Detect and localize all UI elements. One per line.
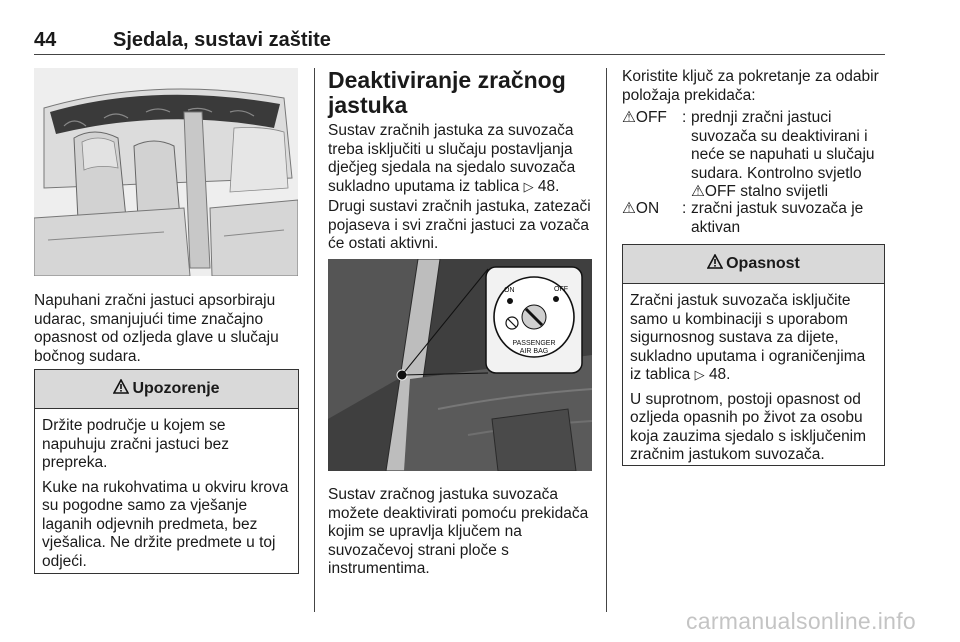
definition-on-text: zračni jastuk suvozača je aktivan [691, 200, 864, 236]
switch-off-label: OFF [554, 286, 568, 293]
definition-on: ⚠︎ON : zračni jastuk suvozača je aktivan [622, 200, 886, 240]
warning-title: Upozorenje [132, 380, 220, 397]
watermark: carmanualsonline.info [685, 608, 916, 634]
table-reference[interactable]: 48. [537, 177, 560, 195]
header-rule [34, 54, 885, 55]
danger-title: Opasnost [726, 255, 800, 272]
airbag-switch-illustration [328, 259, 592, 471]
danger-box [622, 244, 885, 466]
deactivate-paragraph: Sustav zračnih jastuka za suvozača treba isključiti u slučaju postavljanja dječjeg sjedala na sjedalo suvozača sukladno uputama iz tablica ▷ 48. [328, 122, 576, 195]
page-ref-icon: ▷ [523, 178, 534, 194]
switch-passenger-label: PASSENGER [512, 340, 556, 347]
curtain-airbag-illustration [34, 68, 298, 276]
airbag-off-icon: ⚠︎ [691, 183, 705, 200]
page-ref-icon: ▷ [694, 367, 705, 382]
warning-triangle-icon [707, 254, 723, 274]
danger-paragraph-1: Zračni jastuk suvozača isključite samo u kombinaciji s uporabom sigurnosnog sustava za dijete, sukladno uputama i ograničenjima iz tablica ▷ 48. [630, 292, 866, 383]
definition-on-term: ON [635, 200, 660, 217]
airbag-on-icon: ⚠︎ [622, 200, 636, 217]
warning-box [34, 369, 299, 574]
definition-off-term: OFF [635, 109, 667, 126]
column-divider-right [606, 68, 607, 612]
other-systems-paragraph: Drugi sustavi zračnih jastuka, zatezači pojaseva i svi zračni jastuci za vozača će ostati aktivni. [328, 198, 591, 252]
page-number: 44 [34, 29, 57, 51]
danger-paragraph-2: U suprotnom, postoji opasnost od ozljeda opasnih po život za osobu koja zauzima sjedalo s isključenim zračnim jastukom suvozača. [630, 390, 867, 463]
warning-paragraph-1: Držite područje u kojem se napuhuju zračni jastuci bez prepreka. [42, 417, 229, 471]
section-heading: Deaktiviranje zračnog jastuka [328, 67, 566, 118]
airbag-absorb-paragraph: Napuhani zračni jastuci apsorbiraju udarac, smanjujući time značajno opasnost od ozljeda glave u slučaju bočnog sudara. [34, 292, 279, 365]
switch-on-label: ON [504, 287, 515, 294]
column-divider-left [314, 68, 315, 612]
page-title: Sjedala, sustavi zaštite [113, 29, 331, 51]
warning-triangle-icon [113, 379, 129, 399]
switch-description-paragraph: Sustav zračnog jastuka suvozača možete deaktivirati pomoću prekidača kojim se upravlja ključem na suvozačevoj strani ploče s instrumentima. [328, 486, 589, 577]
key-intro-paragraph: Koristite ključ za pokretanje za odabir položaja prekidača: [622, 68, 879, 104]
switch-airbag-label: AIR BAG [519, 348, 549, 355]
definition-off-text: prednji zračni jastuci suvozača su deaktivirani i neće se napuhati u slučaju sudara. Kontrolno svjetlo ⚠︎OFF stalno svijetli [691, 109, 875, 200]
danger-table-reference[interactable]: 48. [708, 366, 731, 383]
warning-header [35, 370, 298, 409]
danger-header [623, 245, 884, 284]
warning-paragraph-2: Kuke na rukohvatima u okviru krova su pogodne samo za vješanje laganih odjevnih predmeta, bez vješalica. Ne držite predmete u toj odjeći. [42, 478, 289, 570]
definition-off: ⚠︎OFF : prednji zračni jastuci suvozača su deaktivirani i neće se napuhati u slučaju sudara. Kontrolno svjetlo ⚠︎OFF stalno svijetli [622, 109, 886, 204]
airbag-off-icon: ⚠︎ [622, 109, 636, 126]
